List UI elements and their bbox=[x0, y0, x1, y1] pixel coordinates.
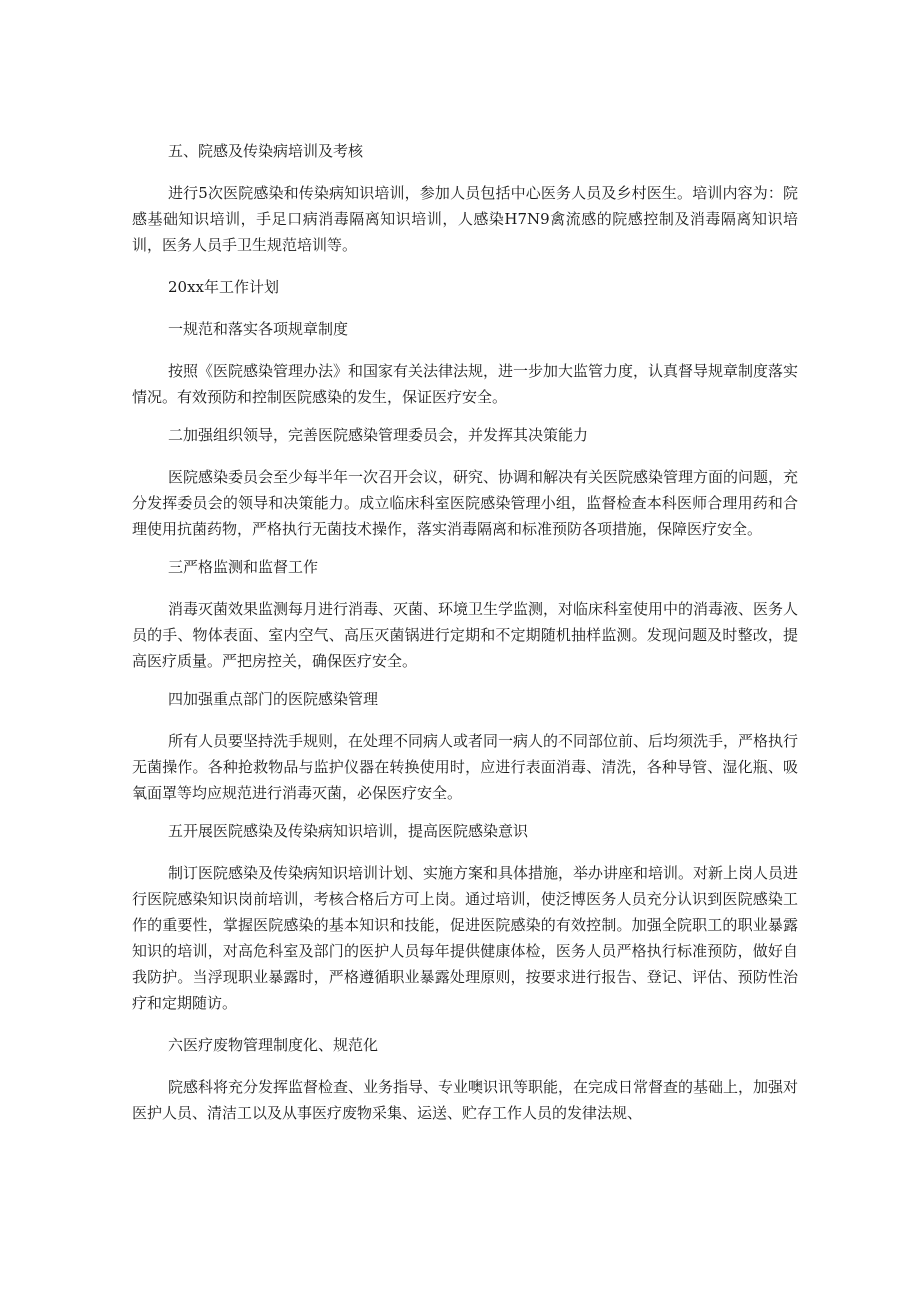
paragraph-monitoring: 消毒灭菌效果监测每月进行消毒、灭菌、环境卫生学监测，对临床科室使用中的消毒液、医务人员的手、物体表面、室内空气、高压灭菌锅进行定期和不定期随机抽样监测。发现问题及时整改，提高医疗质量。严把房控关，确保医疗安全。 bbox=[132, 600, 799, 670]
document-page bbox=[132, 138, 798, 1126]
section-heading-training-awareness: 五开展医院感染及传染病知识培训，提高医院感染意识 bbox=[168, 822, 529, 840]
section-heading-medical-waste: 六医疗废物管理制度化、规范化 bbox=[168, 1036, 379, 1054]
paragraph-training-details: 进行5次医院感染和传染病知识培训，参加人员包括中心医务人员及乡村医生。培训内容为：院感基础知识培训，手足口病消毒隔离知识培训，人感染H7N9禽流感的院感控制及消毒隔离知识培训，医务人员手卫生规范培训等。 bbox=[132, 184, 798, 254]
section-heading-leadership: 二加强组织领导，完善医院感染管理委员会，并发挥其决策能力 bbox=[168, 426, 589, 444]
section-heading-key-departments: 四加强重点部门的医院感染管理 bbox=[168, 690, 379, 708]
section-heading-rules: 一规范和落实各项规章制度 bbox=[168, 320, 349, 338]
section-heading-hospital-infection-training: 五、院感及传染病培训及考核 bbox=[168, 142, 364, 160]
paragraph-key-departments: 所有人员要坚持洗手规则，在处理不同病人或者同一病人的不同部位前、后均须洗手，严格执行无菌操作。各种抢救物品与监护仪器在转换使用时，应进行表面消毒、清洗，各种导管、湿化瓶、吸氧面罩等均应规范进行消毒灭菌，必保医疗安全。 bbox=[132, 732, 799, 802]
paragraph-training-awareness: 制订医院感染及传染病知识培训计划、实施方案和具体措施，举办讲座和培训。对新上岗人员进行医院感染知识岗前培训，考核合格后方可上岗。通过培训，使泛博医务人员充分认识到医院感染工作的重要性，掌握医院感染的基本知识和技能，促进医院感染的有效控制。加强全院职工的职业暴露知识的培训，对高危科室及部门的医护人员每年提供健康体检，医务人员严格执行标准预防，做好自我防护。当浮现职业暴露时，严格遵循职业暴露处理原则，按要求进行报告、登记、评估、预防性治疗和定期随访。 bbox=[132, 864, 799, 1012]
section-heading-monitoring: 三严格监测和监督工作 bbox=[168, 558, 319, 576]
paragraph-medical-waste: 院感科将充分发挥监督检查、业务指导、专业噢识讯等职能，在完成日常督查的基础上，加强对医护人员、清洁工以及从事医疗废物采集、运送、贮存工作人员的发律法规、 bbox=[132, 1078, 799, 1122]
paragraph-rules: 按照《医院感染管理办法》和国家有关法律法规，进一步加大监管力度，认真督导规章制度落实情况。有效预防和控制医院感染的发生，保证医疗安全。 bbox=[132, 362, 799, 406]
section-heading-work-plan: 20xx年工作计划 bbox=[168, 278, 280, 296]
paragraph-leadership: 医院感染委员会至少每半年一次召开会议，研究、协调和解决有关医院感染管理方面的问题，充分发挥委员会的领导和决策能力。成立临床科室医院感染管理小组，监督检查本科医师合理用药和合理使用抗菌药物，严格执行无菌技术操作，落实消毒隔离和标准预防各项措施，保障医疗安全。 bbox=[132, 468, 799, 538]
